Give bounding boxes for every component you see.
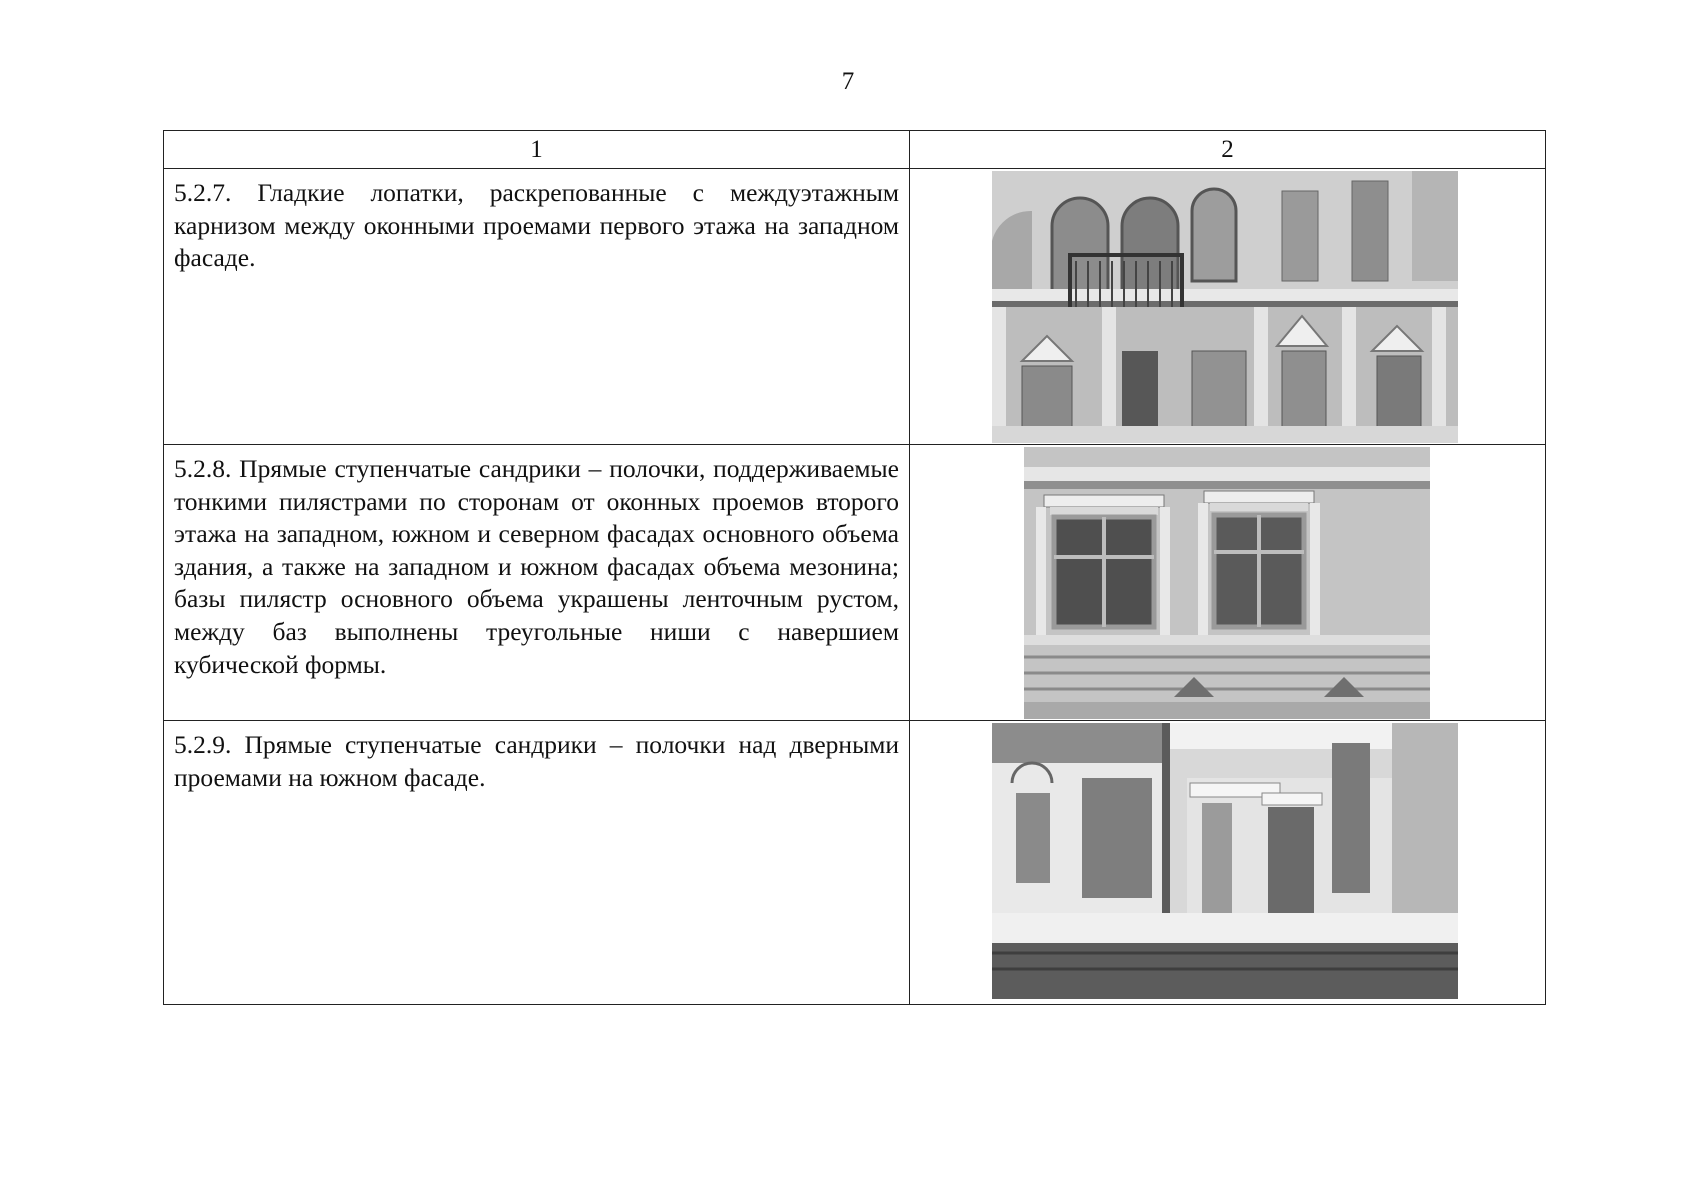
content-table: [163, 130, 1546, 1005]
row-description: 5.2.9. Прямые ступенчатые сандрики – полочки над дверными проемами на южном фасаде.: [174, 730, 899, 792]
table-row: [164, 721, 1545, 1006]
photo-west-facade-image: [992, 171, 1458, 443]
facade-photo-pilasters: [992, 171, 1458, 443]
table-header-row: [164, 131, 1545, 169]
row-photo-cell: [910, 445, 1545, 720]
row-photo-cell: [910, 169, 1545, 444]
row-description: 5.2.8. Прямые ступенчатые сандрики – полочки, поддерживаемые тонкими пилястрами по сторонам от оконных проемов второго этажа на западном, южном и северном фасадах основного объема здания, а также на западном и южном фасадах объема мезонина; базы пилястр основного объема украшены ленточным рустом, между баз выполнены треугольные ниши с навершием кубической формы.: [174, 454, 899, 679]
header-col-2: 2: [1221, 135, 1234, 163]
table-row: [164, 169, 1545, 445]
page-number: 7: [841, 68, 855, 95]
row-photo-cell: [910, 721, 1545, 1006]
photo-south-facade-doors-image: [992, 723, 1458, 999]
facade-photo-sandriks: [1024, 447, 1430, 719]
header-col-1: 1: [530, 135, 543, 163]
facade-photo-doors: [992, 723, 1458, 999]
photo-second-floor-windows-image: [1024, 447, 1430, 719]
row-description: 5.2.7. Гладкие лопатки, раскрепованные с междуэтажным карнизом между оконными проемами первого этажа на западном фасаде.: [174, 178, 899, 273]
table-row: [164, 445, 1545, 721]
